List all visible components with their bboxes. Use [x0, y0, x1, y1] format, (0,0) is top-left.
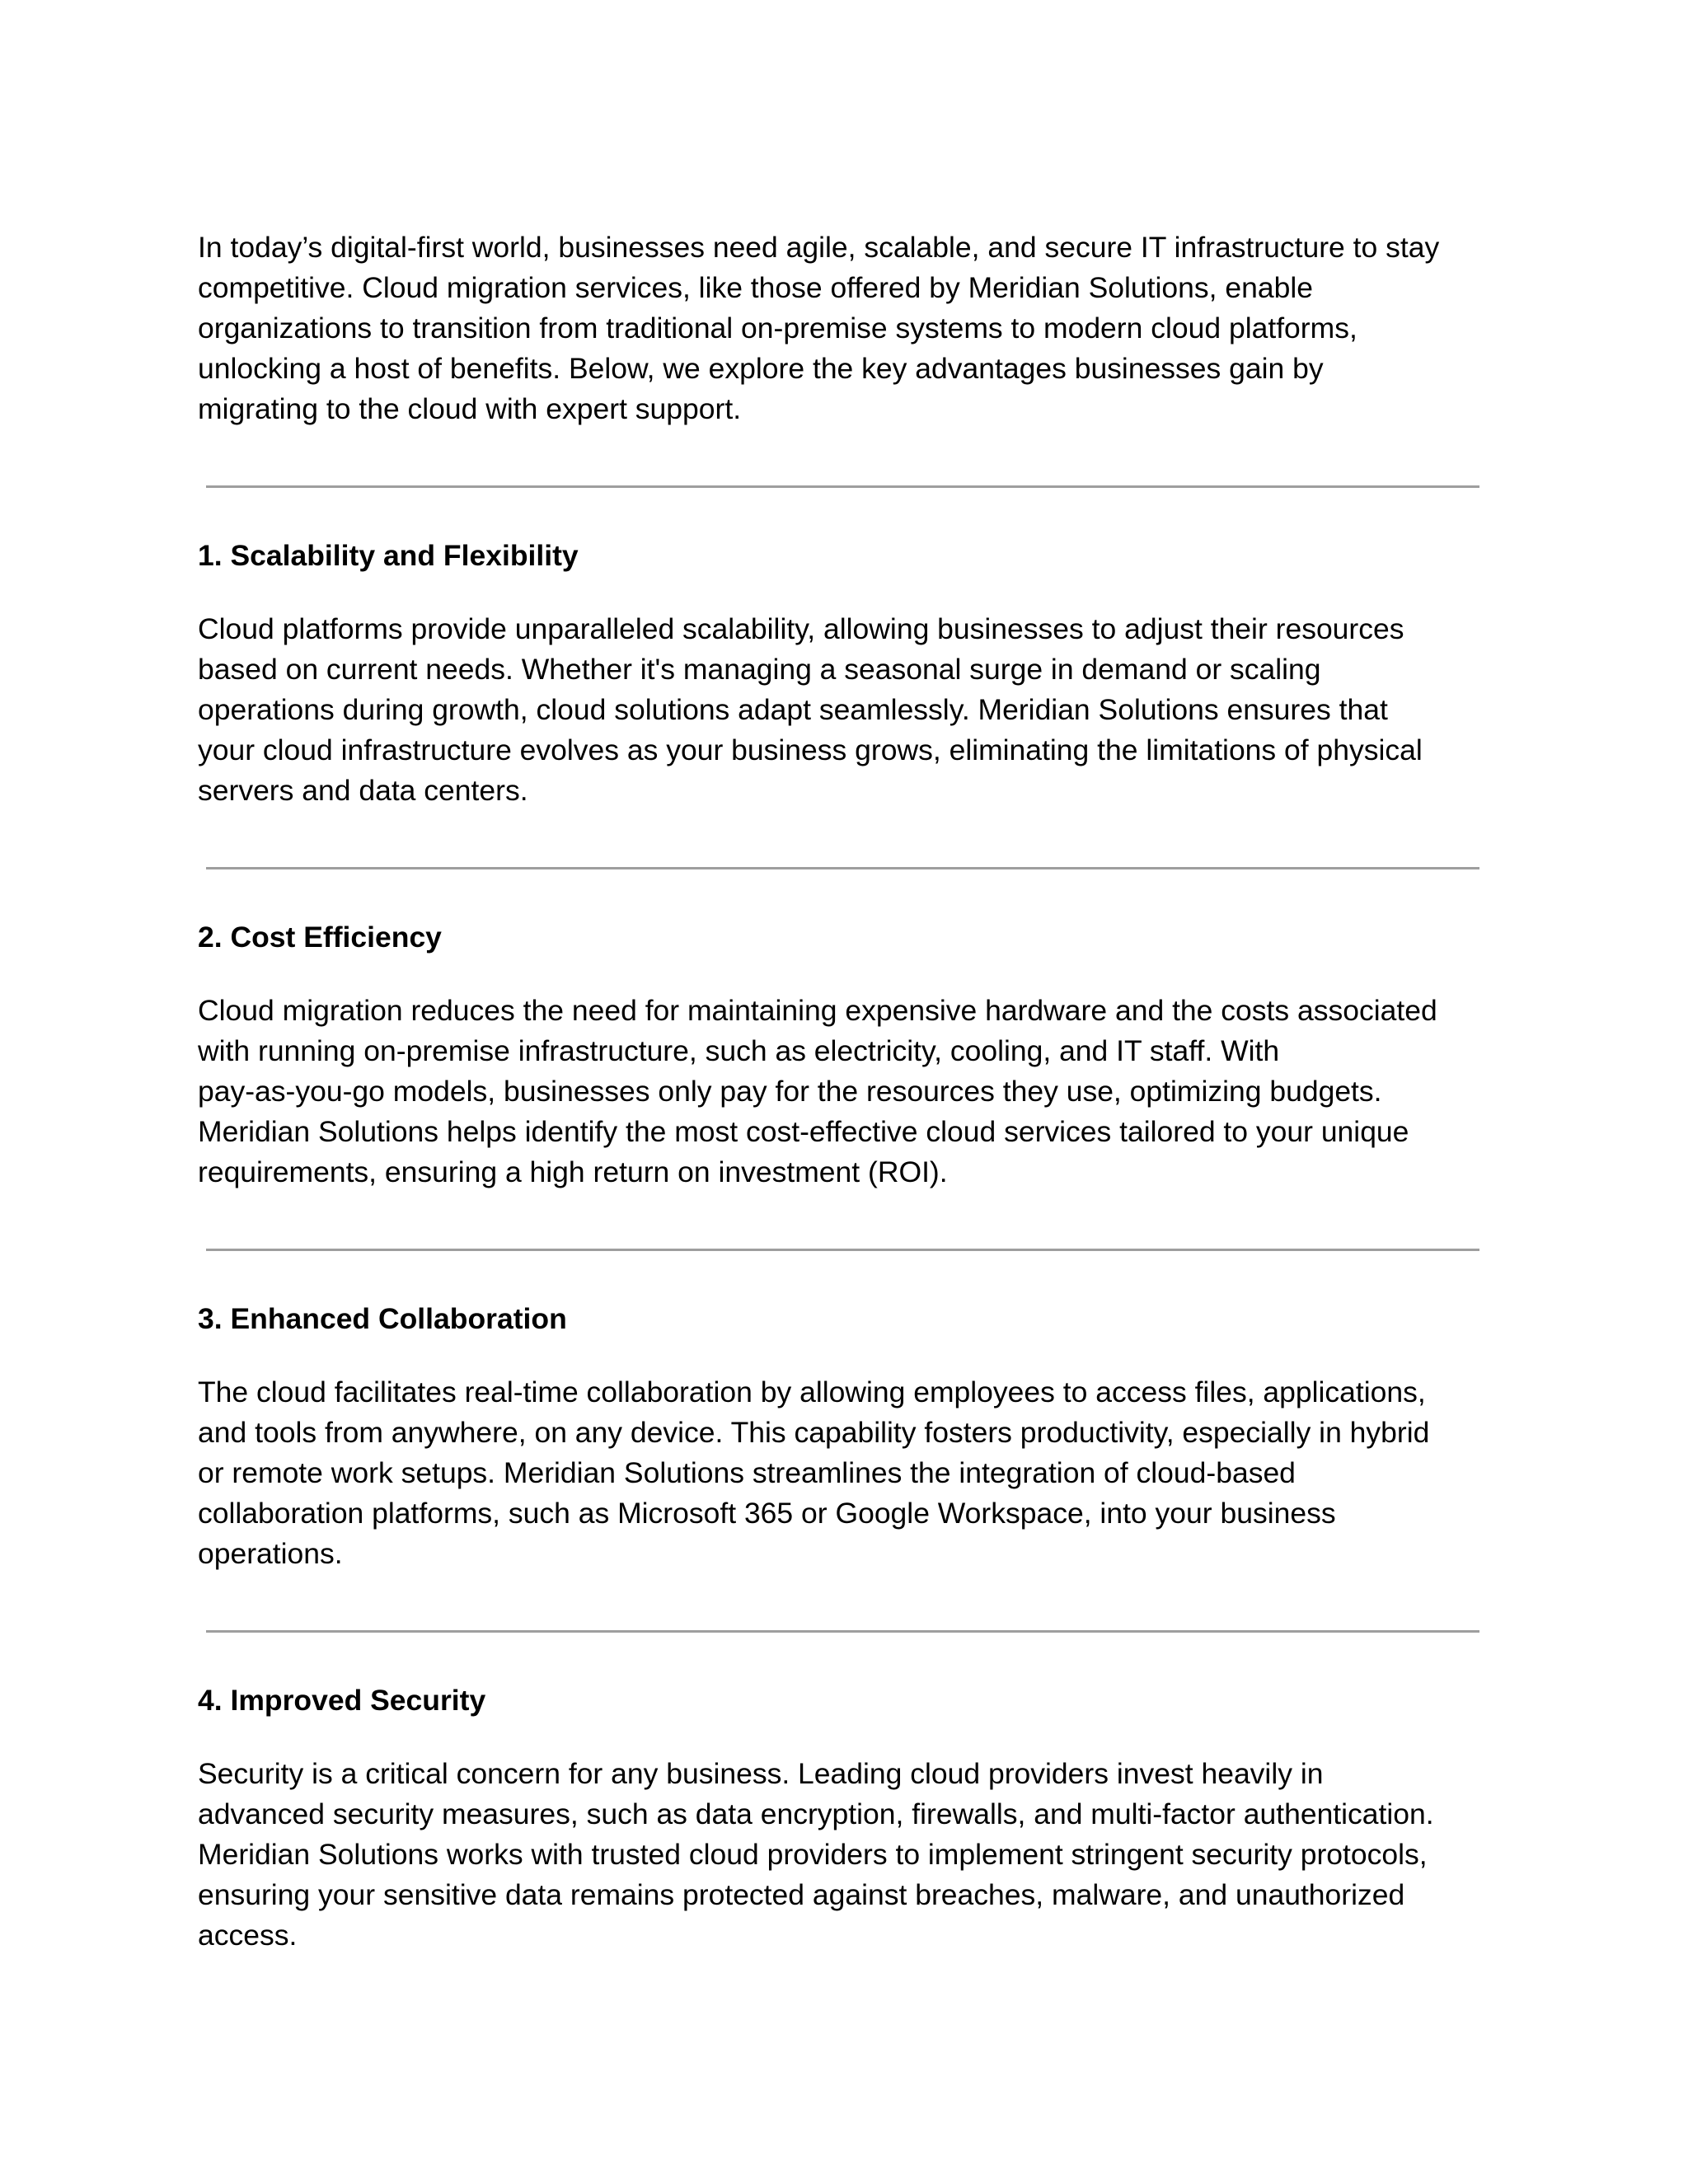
section-body-cost-efficiency: Cloud migration reduces the need for maintaining expensive hardware and the costs associated with running on-premise infrastructure, such as electricity, cooling, and IT staff. With pay-as-you-go models, businesses only pay for the resources they use, optimizing budgets. Meridian Solutions helps identify the most cost-effective cloud services tailored to your unique requirements, ensuring a high return on investment (ROI). [198, 994, 1437, 1188]
section-divider [206, 1630, 1479, 1633]
intro-paragraph: In today’s digital-first world, businesses need agile, scalable, and secure IT infrastructure to stay competitive. Cloud migration services, like those offered by Meridian Solutions, enable organizations to transition from traditional on-premise systems to modern cloud platforms, unlocking a host of benefits. Below, we explore the key advantages businesses gain by migrating to the cloud with expert support. [198, 231, 1440, 425]
section-heading-collaboration: 3. Enhanced Collaboration [198, 1302, 567, 1335]
section-heading-scalability: 1. Scalability and Flexibility [198, 539, 579, 572]
section-body-collaboration: The cloud facilitates real-time collaboration by allowing employees to access files, applications, and tools from anywhere, on any device. This capability fosters productivity, especially in hybrid or remote work setups. Meridian Solutions streamlines the integration of cloud-based collaboration platforms, such as Microsoft 365 or Google Workspace, into your business operations. [198, 1376, 1430, 1570]
section-heading-cost-efficiency: 2. Cost Efficiency [198, 921, 442, 954]
section-heading-security: 4. Improved Security [198, 1684, 486, 1717]
section-body-scalability: Cloud platforms provide unparalleled scalability, allowing businesses to adjust their resources based on current needs. Whether it's managing a seasonal surge in demand or scaling operations during growth, cloud solutions adapt seamlessly. Meridian Solutions ensures that your cloud infrastructure evolves as your business grows, eliminating the limitations of physical servers and data centers. [198, 612, 1423, 807]
section-body-security: Security is a critical concern for any business. Leading cloud providers invest heavily in advanced security measures, such as data encryption, firewalls, and multi-factor authentication. Meridian Solutions works with trusted cloud providers to implement stringent security protocols, ensuring your sensitive data remains protected against breaches, malware, and unauthorized access. [198, 1757, 1434, 1952]
section-divider [206, 485, 1479, 488]
section-divider [206, 1249, 1479, 1251]
document-page [198, 227, 1500, 1956]
section-divider [206, 867, 1479, 869]
